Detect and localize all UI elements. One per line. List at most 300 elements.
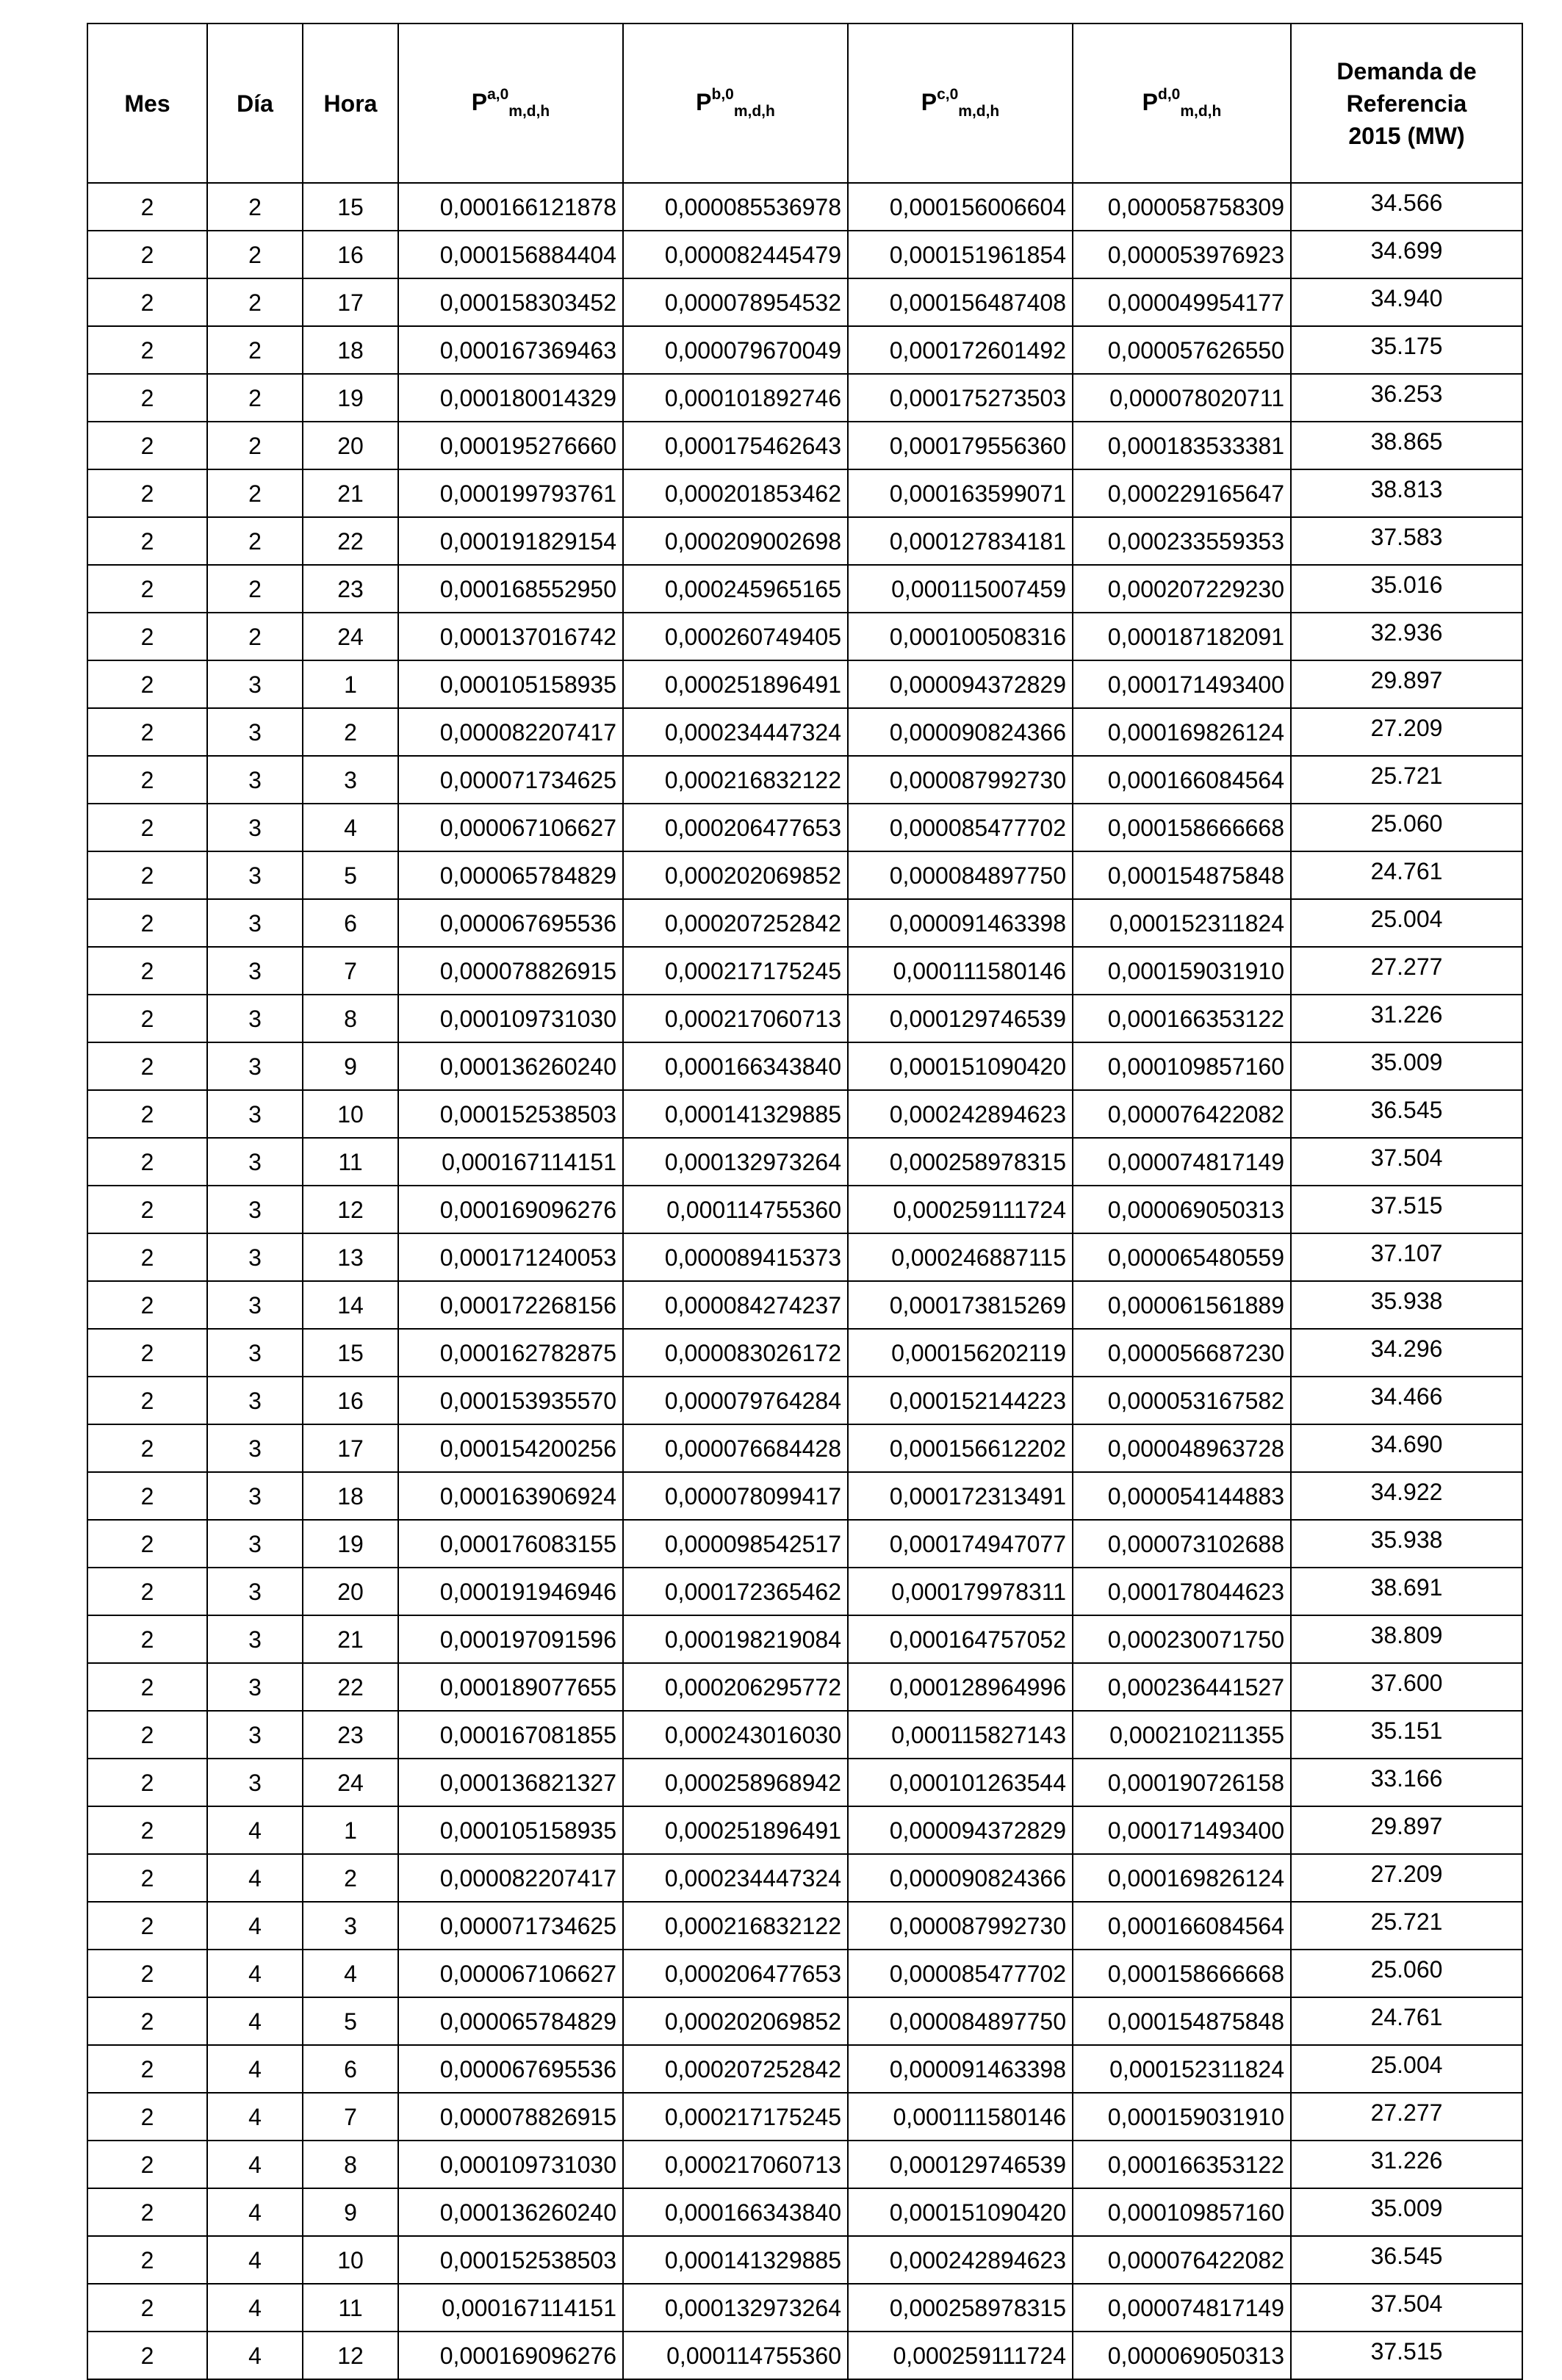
cell-pc: 0,000091463398 xyxy=(848,2045,1073,2093)
cell-hora: 23 xyxy=(303,565,398,613)
cell-pb: 0,000098542517 xyxy=(623,1520,848,1568)
cell-hora: 5 xyxy=(303,851,398,899)
cell-pb: 0,000245965165 xyxy=(623,565,848,613)
table-row xyxy=(87,1520,1522,1568)
cell-pb: 0,000243016030 xyxy=(623,1711,848,1759)
cell-dia: 2 xyxy=(207,565,303,613)
cell-mes: 2 xyxy=(87,2141,207,2188)
cell-dia: 3 xyxy=(207,1663,303,1711)
cell-pd: 0,000183533381 xyxy=(1073,422,1291,469)
cell-dia: 2 xyxy=(207,374,303,422)
cell-demanda: 25.004 xyxy=(1291,899,1522,947)
cell-pa: 0,000136260240 xyxy=(398,2188,623,2236)
cell-pa: 0,000189077655 xyxy=(398,1663,623,1711)
header-pd xyxy=(1073,24,1291,183)
cell-pb: 0,000079670049 xyxy=(623,326,848,374)
cell-pc: 0,000129746539 xyxy=(848,2141,1073,2188)
cell-demanda: 37.504 xyxy=(1291,2284,1522,2332)
cell-pd: 0,000152311824 xyxy=(1073,899,1291,947)
cell-pb: 0,000175462643 xyxy=(623,422,848,469)
table-row xyxy=(87,183,1522,231)
cell-hora: 4 xyxy=(303,1950,398,1997)
cell-pb: 0,000083026172 xyxy=(623,1329,848,1377)
header-dia: Día xyxy=(207,24,303,183)
cell-dia: 3 xyxy=(207,1568,303,1615)
pa-base: P xyxy=(471,89,488,115)
cell-pc: 0,000156487408 xyxy=(848,278,1073,326)
cell-demanda: 34.466 xyxy=(1291,1377,1522,1424)
cell-pc: 0,000151090420 xyxy=(848,2188,1073,2236)
cell-pb: 0,000082445479 xyxy=(623,231,848,278)
cell-pb: 0,000114755360 xyxy=(623,2332,848,2379)
cell-pc: 0,000152144223 xyxy=(848,1377,1073,1424)
table-row xyxy=(87,851,1522,899)
cell-mes: 2 xyxy=(87,1233,207,1281)
cell-hora: 24 xyxy=(303,1759,398,1806)
cell-demanda: 27.277 xyxy=(1291,947,1522,995)
cell-hora: 12 xyxy=(303,2332,398,2379)
table-row xyxy=(87,1568,1522,1615)
cell-mes: 2 xyxy=(87,517,207,565)
cell-hora: 18 xyxy=(303,326,398,374)
cell-dia: 3 xyxy=(207,1281,303,1329)
cell-pd: 0,000048963728 xyxy=(1073,1424,1291,1472)
cell-pd: 0,000159031910 xyxy=(1073,2093,1291,2141)
cell-pc: 0,000085477702 xyxy=(848,1950,1073,1997)
cell-pd: 0,000169826124 xyxy=(1073,708,1291,756)
cell-pa: 0,000163906924 xyxy=(398,1472,623,1520)
cell-pd: 0,000109857160 xyxy=(1073,2188,1291,2236)
cell-demanda: 36.253 xyxy=(1291,374,1522,422)
cell-dia: 3 xyxy=(207,1711,303,1759)
cell-pc: 0,000111580146 xyxy=(848,2093,1073,2141)
cell-pc: 0,000172313491 xyxy=(848,1472,1073,1520)
cell-mes: 2 xyxy=(87,899,207,947)
cell-pb: 0,000201853462 xyxy=(623,469,848,517)
cell-dia: 3 xyxy=(207,947,303,995)
cell-pd: 0,000187182091 xyxy=(1073,613,1291,660)
cell-demanda: 37.600 xyxy=(1291,1663,1522,1711)
cell-hora: 10 xyxy=(303,1090,398,1138)
cell-demanda: 27.209 xyxy=(1291,1854,1522,1902)
table-row xyxy=(87,278,1522,326)
cell-mes: 2 xyxy=(87,326,207,374)
cell-pc: 0,000111580146 xyxy=(848,947,1073,995)
cell-dia: 3 xyxy=(207,1233,303,1281)
cell-hora: 9 xyxy=(303,1042,398,1090)
header-pc xyxy=(848,24,1073,183)
cell-mes: 2 xyxy=(87,1806,207,1854)
cell-dia: 2 xyxy=(207,326,303,374)
table-row xyxy=(87,2332,1522,2379)
cell-pc: 0,000156006604 xyxy=(848,183,1073,231)
cell-demanda: 32.936 xyxy=(1291,613,1522,660)
cell-mes: 2 xyxy=(87,851,207,899)
table-row xyxy=(87,1663,1522,1711)
cell-hora: 15 xyxy=(303,183,398,231)
table-row xyxy=(87,660,1522,708)
table-row xyxy=(87,1138,1522,1186)
cell-pc: 0,000084897750 xyxy=(848,851,1073,899)
table-row xyxy=(87,1329,1522,1377)
cell-hora: 2 xyxy=(303,708,398,756)
cell-pc: 0,000087992730 xyxy=(848,1902,1073,1950)
cell-pc: 0,000101263544 xyxy=(848,1759,1073,1806)
cell-hora: 3 xyxy=(303,1902,398,1950)
cell-mes: 2 xyxy=(87,1902,207,1950)
cell-demanda: 25.721 xyxy=(1291,756,1522,804)
cell-pa: 0,000082207417 xyxy=(398,708,623,756)
cell-demanda: 33.166 xyxy=(1291,1759,1522,1806)
cell-pa: 0,000152538503 xyxy=(398,1090,623,1138)
header-demanda-line-2: Referencia xyxy=(1346,90,1467,117)
cell-pd: 0,000109857160 xyxy=(1073,1042,1291,1090)
cell-pc: 0,000090824366 xyxy=(848,1854,1073,1902)
cell-demanda: 34.296 xyxy=(1291,1329,1522,1377)
cell-mes: 2 xyxy=(87,2188,207,2236)
cell-pd: 0,000154875848 xyxy=(1073,1997,1291,2045)
cell-dia: 3 xyxy=(207,995,303,1042)
cell-pb: 0,000198219084 xyxy=(623,1615,848,1663)
cell-mes: 2 xyxy=(87,1424,207,1472)
cell-pa: 0,000191829154 xyxy=(398,517,623,565)
cell-pa: 0,000137016742 xyxy=(398,613,623,660)
table-row xyxy=(87,2093,1522,2141)
cell-demanda: 37.515 xyxy=(1291,2332,1522,2379)
cell-hora: 21 xyxy=(303,469,398,517)
cell-demanda: 29.897 xyxy=(1291,1806,1522,1854)
cell-demanda: 37.504 xyxy=(1291,1138,1522,1186)
cell-mes: 2 xyxy=(87,2093,207,2141)
cell-pb: 0,000166343840 xyxy=(623,1042,848,1090)
table-row xyxy=(87,469,1522,517)
cell-mes: 2 xyxy=(87,708,207,756)
cell-pa: 0,000171240053 xyxy=(398,1233,623,1281)
cell-pb: 0,000217175245 xyxy=(623,2093,848,2141)
cell-hora: 20 xyxy=(303,422,398,469)
cell-pa: 0,000065784829 xyxy=(398,851,623,899)
cell-dia: 3 xyxy=(207,708,303,756)
cell-dia: 4 xyxy=(207,1806,303,1854)
table-row xyxy=(87,2045,1522,2093)
cell-pd: 0,000233559353 xyxy=(1073,517,1291,565)
table-row xyxy=(87,1902,1522,1950)
table-row xyxy=(87,422,1522,469)
cell-pa: 0,000067695536 xyxy=(398,2045,623,2093)
cell-demanda: 25.004 xyxy=(1291,2045,1522,2093)
cell-pd: 0,000236441527 xyxy=(1073,1663,1291,1711)
cell-mes: 2 xyxy=(87,1472,207,1520)
cell-dia: 4 xyxy=(207,2284,303,2332)
cell-mes: 2 xyxy=(87,1663,207,1711)
cell-pd: 0,000074817149 xyxy=(1073,2284,1291,2332)
cell-pc: 0,000094372829 xyxy=(848,1806,1073,1854)
table-row xyxy=(87,1186,1522,1233)
cell-pd: 0,000166084564 xyxy=(1073,756,1291,804)
cell-demanda: 34.566 xyxy=(1291,183,1522,231)
table-row xyxy=(87,374,1522,422)
cell-pb: 0,000079764284 xyxy=(623,1377,848,1424)
cell-dia: 3 xyxy=(207,1424,303,1472)
table-row xyxy=(87,1711,1522,1759)
cell-pd: 0,000049954177 xyxy=(1073,278,1291,326)
cell-demanda: 27.209 xyxy=(1291,708,1522,756)
table-row xyxy=(87,756,1522,804)
cell-pa: 0,000167114151 xyxy=(398,2284,623,2332)
cell-mes: 2 xyxy=(87,2284,207,2332)
cell-dia: 2 xyxy=(207,422,303,469)
table-row xyxy=(87,517,1522,565)
data-table xyxy=(87,23,1523,2380)
cell-pb: 0,000217060713 xyxy=(623,995,848,1042)
cell-dia: 4 xyxy=(207,1854,303,1902)
cell-dia: 4 xyxy=(207,2141,303,2188)
table-row xyxy=(87,1759,1522,1806)
cell-hora: 11 xyxy=(303,2284,398,2332)
cell-pa: 0,000105158935 xyxy=(398,1806,623,1854)
cell-demanda: 36.545 xyxy=(1291,1090,1522,1138)
cell-demanda: 38.809 xyxy=(1291,1615,1522,1663)
table-row xyxy=(87,2141,1522,2188)
cell-mes: 2 xyxy=(87,469,207,517)
cell-mes: 2 xyxy=(87,1329,207,1377)
cell-mes: 2 xyxy=(87,1615,207,1663)
cell-demanda: 34.690 xyxy=(1291,1424,1522,1472)
cell-pa: 0,000197091596 xyxy=(398,1615,623,1663)
cell-dia: 2 xyxy=(207,613,303,660)
cell-hora: 13 xyxy=(303,1233,398,1281)
cell-pb: 0,000216832122 xyxy=(623,756,848,804)
cell-pc: 0,000127834181 xyxy=(848,517,1073,565)
pb-sub: m,d,h xyxy=(733,103,775,120)
cell-pc: 0,000087992730 xyxy=(848,756,1073,804)
cell-pa: 0,000071734625 xyxy=(398,756,623,804)
cell-pa: 0,000195276660 xyxy=(398,422,623,469)
cell-pa: 0,000152538503 xyxy=(398,2236,623,2284)
pd-base: P xyxy=(1142,89,1158,115)
header-row xyxy=(87,24,1522,183)
cell-pa: 0,000136821327 xyxy=(398,1759,623,1806)
cell-hora: 9 xyxy=(303,2188,398,2236)
cell-mes: 2 xyxy=(87,947,207,995)
header-mes: Mes xyxy=(87,24,207,183)
cell-mes: 2 xyxy=(87,1568,207,1615)
cell-demanda: 31.226 xyxy=(1291,2141,1522,2188)
cell-pa: 0,000078826915 xyxy=(398,947,623,995)
cell-pb: 0,000207252842 xyxy=(623,899,848,947)
cell-pb: 0,000260749405 xyxy=(623,613,848,660)
cell-mes: 2 xyxy=(87,1950,207,1997)
pa-sub: m,d,h xyxy=(508,103,550,120)
cell-pa: 0,000067106627 xyxy=(398,804,623,851)
pb-base: P xyxy=(696,89,712,115)
cell-demanda: 37.107 xyxy=(1291,1233,1522,1281)
cell-demanda: 38.813 xyxy=(1291,469,1522,517)
cell-pc: 0,000242894623 xyxy=(848,1090,1073,1138)
cell-pa: 0,000153935570 xyxy=(398,1377,623,1424)
cell-pa: 0,000180014329 xyxy=(398,374,623,422)
cell-dia: 3 xyxy=(207,804,303,851)
table-row xyxy=(87,1615,1522,1663)
cell-pd: 0,000166353122 xyxy=(1073,995,1291,1042)
cell-hora: 16 xyxy=(303,1377,398,1424)
cell-pa: 0,000136260240 xyxy=(398,1042,623,1090)
cell-dia: 2 xyxy=(207,278,303,326)
table-row xyxy=(87,2188,1522,2236)
cell-hora: 19 xyxy=(303,374,398,422)
cell-mes: 2 xyxy=(87,374,207,422)
cell-pc: 0,000090824366 xyxy=(848,708,1073,756)
cell-dia: 3 xyxy=(207,1090,303,1138)
cell-pb: 0,000141329885 xyxy=(623,1090,848,1138)
cell-hora: 19 xyxy=(303,1520,398,1568)
table-body xyxy=(87,183,1522,2379)
cell-pd: 0,000061561889 xyxy=(1073,1281,1291,1329)
cell-pb: 0,000216832122 xyxy=(623,1902,848,1950)
cell-pa: 0,000109731030 xyxy=(398,995,623,1042)
cell-pc: 0,000115007459 xyxy=(848,565,1073,613)
cell-pb: 0,000206295772 xyxy=(623,1663,848,1711)
cell-hora: 7 xyxy=(303,2093,398,2141)
cell-hora: 21 xyxy=(303,1615,398,1663)
cell-pa: 0,000169096276 xyxy=(398,2332,623,2379)
table-row xyxy=(87,1233,1522,1281)
cell-hora: 7 xyxy=(303,947,398,995)
cell-dia: 3 xyxy=(207,1377,303,1424)
cell-pd: 0,000230071750 xyxy=(1073,1615,1291,1663)
cell-pd: 0,000210211355 xyxy=(1073,1711,1291,1759)
cell-pb: 0,000234447324 xyxy=(623,1854,848,1902)
cell-pb: 0,000234447324 xyxy=(623,708,848,756)
cell-pa: 0,000166121878 xyxy=(398,183,623,231)
cell-pd: 0,000152311824 xyxy=(1073,2045,1291,2093)
table-row xyxy=(87,2284,1522,2332)
cell-pd: 0,000069050313 xyxy=(1073,2332,1291,2379)
cell-pa: 0,000065784829 xyxy=(398,1997,623,2045)
cell-pd: 0,000054144883 xyxy=(1073,1472,1291,1520)
cell-dia: 3 xyxy=(207,1329,303,1377)
cell-dia: 2 xyxy=(207,469,303,517)
cell-mes: 2 xyxy=(87,1042,207,1090)
header-demanda-line-3: 2015 (MW) xyxy=(1348,122,1465,149)
cell-demanda: 34.699 xyxy=(1291,231,1522,278)
cell-pa: 0,000067695536 xyxy=(398,899,623,947)
cell-pd: 0,000073102688 xyxy=(1073,1520,1291,1568)
cell-pc: 0,000163599071 xyxy=(848,469,1073,517)
cell-demanda: 35.175 xyxy=(1291,326,1522,374)
table-row xyxy=(87,613,1522,660)
cell-demanda: 34.922 xyxy=(1291,1472,1522,1520)
cell-mes: 2 xyxy=(87,1138,207,1186)
cell-demanda: 24.761 xyxy=(1291,1997,1522,2045)
pc-sub: m,d,h xyxy=(958,103,1000,120)
cell-pd: 0,000171493400 xyxy=(1073,660,1291,708)
cell-mes: 2 xyxy=(87,756,207,804)
cell-demanda: 35.009 xyxy=(1291,1042,1522,1090)
cell-demanda: 37.583 xyxy=(1291,517,1522,565)
cell-mes: 2 xyxy=(87,1090,207,1138)
cell-hora: 18 xyxy=(303,1472,398,1520)
cell-mes: 2 xyxy=(87,1377,207,1424)
cell-pc: 0,000129746539 xyxy=(848,995,1073,1042)
cell-pb: 0,000217175245 xyxy=(623,947,848,995)
cell-pc: 0,000173815269 xyxy=(848,1281,1073,1329)
cell-pd: 0,000169826124 xyxy=(1073,1854,1291,1902)
cell-mes: 2 xyxy=(87,1281,207,1329)
cell-dia: 4 xyxy=(207,1902,303,1950)
cell-hora: 2 xyxy=(303,1854,398,1902)
cell-dia: 3 xyxy=(207,660,303,708)
cell-demanda: 25.721 xyxy=(1291,1902,1522,1950)
cell-pa: 0,000082207417 xyxy=(398,1854,623,1902)
cell-pc: 0,000091463398 xyxy=(848,899,1073,947)
cell-pd: 0,000171493400 xyxy=(1073,1806,1291,1854)
cell-dia: 2 xyxy=(207,517,303,565)
cell-pa: 0,000162782875 xyxy=(398,1329,623,1377)
cell-pb: 0,000251896491 xyxy=(623,660,848,708)
cell-pa: 0,000172268156 xyxy=(398,1281,623,1329)
cell-mes: 2 xyxy=(87,1520,207,1568)
cell-dia: 3 xyxy=(207,1186,303,1233)
cell-mes: 2 xyxy=(87,2236,207,2284)
cell-pc: 0,000156202119 xyxy=(848,1329,1073,1377)
pb-sup: b,0 xyxy=(711,86,734,103)
cell-pa: 0,000167369463 xyxy=(398,326,623,374)
cell-dia: 3 xyxy=(207,1042,303,1090)
table-row xyxy=(87,1281,1522,1329)
pd-sub: m,d,h xyxy=(1180,103,1222,120)
cell-demanda: 34.940 xyxy=(1291,278,1522,326)
cell-hora: 6 xyxy=(303,2045,398,2093)
cell-mes: 2 xyxy=(87,2332,207,2379)
cell-pa: 0,000191946946 xyxy=(398,1568,623,1615)
cell-dia: 3 xyxy=(207,1472,303,1520)
cell-pb: 0,000202069852 xyxy=(623,851,848,899)
cell-pd: 0,000058758309 xyxy=(1073,183,1291,231)
cell-dia: 4 xyxy=(207,1997,303,2045)
table-row xyxy=(87,2236,1522,2284)
cell-mes: 2 xyxy=(87,1997,207,2045)
cell-pb: 0,000251896491 xyxy=(623,1806,848,1854)
cell-pd: 0,000154875848 xyxy=(1073,851,1291,899)
cell-pb: 0,000084274237 xyxy=(623,1281,848,1329)
cell-mes: 2 xyxy=(87,278,207,326)
cell-hora: 22 xyxy=(303,517,398,565)
cell-pa: 0,000168552950 xyxy=(398,565,623,613)
cell-pc: 0,000085477702 xyxy=(848,804,1073,851)
cell-pc: 0,000174947077 xyxy=(848,1520,1073,1568)
cell-demanda: 35.009 xyxy=(1291,2188,1522,2236)
cell-mes: 2 xyxy=(87,422,207,469)
cell-hora: 11 xyxy=(303,1138,398,1186)
cell-dia: 3 xyxy=(207,1615,303,1663)
cell-pd: 0,000190726158 xyxy=(1073,1759,1291,1806)
table-row xyxy=(87,899,1522,947)
cell-hora: 12 xyxy=(303,1186,398,1233)
cell-mes: 2 xyxy=(87,1711,207,1759)
cell-pa: 0,000167114151 xyxy=(398,1138,623,1186)
cell-pb: 0,000101892746 xyxy=(623,374,848,422)
cell-demanda: 35.938 xyxy=(1291,1520,1522,1568)
cell-pd: 0,000159031910 xyxy=(1073,947,1291,995)
cell-pd: 0,000158666668 xyxy=(1073,1950,1291,1997)
cell-pc: 0,000084897750 xyxy=(848,1997,1073,2045)
cell-dia: 4 xyxy=(207,1950,303,1997)
cell-pb: 0,000085536978 xyxy=(623,183,848,231)
cell-demanda: 35.016 xyxy=(1291,565,1522,613)
cell-pd: 0,000076422082 xyxy=(1073,2236,1291,2284)
cell-pd: 0,000057626550 xyxy=(1073,326,1291,374)
